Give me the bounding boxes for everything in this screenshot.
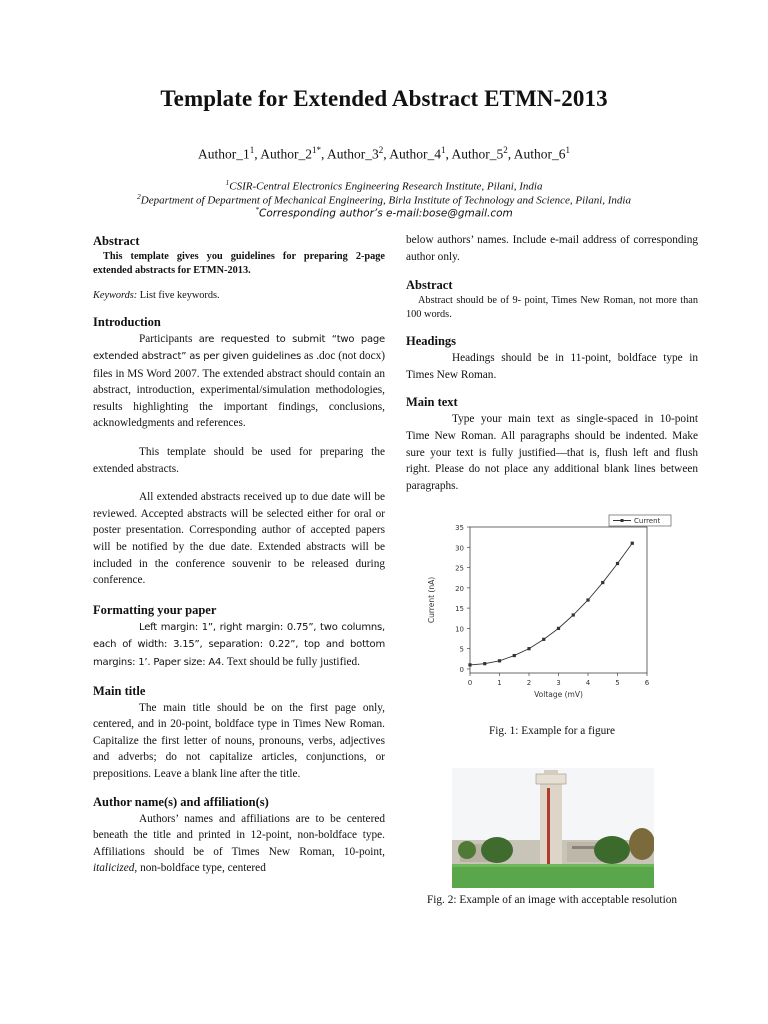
data-point xyxy=(586,598,589,601)
author-list: $Author\_1^1$, $Author\_2^{1*}$, $Author\_3^2$, $Author\_4^1$, $Author\_5^2$, $Author\_6^1$ xyxy=(197,145,571,162)
data-point xyxy=(601,581,604,584)
headings-heading: Headings xyxy=(406,334,457,349)
author-affiliation-heading: Author name(s) and affiliation(s) xyxy=(93,794,269,809)
figure-2-caption: Fig. 2: Example of an image with acceptable resolution xyxy=(426,894,678,906)
abstract-format-heading: Abstract xyxy=(406,278,453,293)
x-tick-label: 3 xyxy=(556,679,561,687)
y-axis-label: Current (nA) xyxy=(427,576,436,624)
corresponding-email: *Corresponding author’s e-mail:bose@gmail.com xyxy=(255,205,513,220)
y-tick-label: 15 xyxy=(455,605,464,614)
figure-1 xyxy=(406,503,686,708)
intro-paragraph-1: Participants are requested to submit “two page extended abstract” as per given guidelines as .doc (not docx) files in MS Word 2007. The extended abstract should contain an abstract, introduction, experimental/simulation methodologies, results highlighting the important findings, conclusions, acknowledgments and references. xyxy=(93,332,386,430)
clock-tower-image xyxy=(452,768,654,888)
data-point xyxy=(468,663,471,666)
tree xyxy=(629,828,654,860)
tree xyxy=(594,836,630,864)
data-point xyxy=(557,627,560,630)
data-point xyxy=(498,659,501,662)
legend-label: Current xyxy=(634,517,661,525)
headings-text: Headings should be in 11-point, boldface type in Times New Roman. xyxy=(406,352,698,381)
tree xyxy=(481,837,513,863)
abstract-heading: Abstract xyxy=(93,234,140,248)
data-point xyxy=(631,542,634,545)
tower-top xyxy=(536,774,566,784)
main-text-heading: Main text xyxy=(406,395,458,410)
formatting-paragraph: Left margin: 1”, right margin: 0.75”, two columns, each of width: 3.15”, separation: 0.22”, top and bottom margins: 1’. Paper size: A4. Text should be fully justified. xyxy=(93,621,385,668)
introduction-heading: Introduction xyxy=(93,314,161,329)
y-tick-label: 5 xyxy=(459,645,464,654)
author-name: Author_1 xyxy=(197,146,250,162)
y-tick-label: 10 xyxy=(455,625,464,634)
x-tick-label: 2 xyxy=(526,679,532,687)
figure-1-caption: Fig. 1: Example for a figure xyxy=(488,725,616,737)
author-sup: 1 xyxy=(441,145,446,155)
author-sup: 1 xyxy=(249,145,255,155)
keywords-line: Keywords: List five keywords. xyxy=(93,290,220,301)
x-tick-label: 1 xyxy=(497,679,502,687)
main-title-heading: Main title xyxy=(93,683,146,698)
affiliation-1: $^1$CSIR-Central Electronics Engineering Research Institute, Pilani, India xyxy=(225,178,543,193)
y-tick-label: 20 xyxy=(455,584,464,593)
intro-paragraph-2: This template should be used for preparing the extended abstracts. xyxy=(93,446,385,475)
y-tick-label: 30 xyxy=(455,544,464,553)
tower-shaft xyxy=(540,780,562,866)
current-voltage-chart xyxy=(406,503,686,708)
paper-title: Template for Extended Abstract ETMN-2013 xyxy=(160,86,608,111)
data-point xyxy=(616,562,619,565)
author-name: Author_5 xyxy=(451,146,504,162)
x-tick-label: 4 xyxy=(585,679,591,687)
y-tick-label: 25 xyxy=(455,564,464,573)
author-sup: 2 xyxy=(503,145,508,155)
author-name: Author_4 xyxy=(389,146,441,162)
main-title-paragraph: The main title should be on the first page only, centered, and in 20-point, boldface type in Times New Roman. Capitalize the first letter of nouns, pronouns, verbs, adjectives and adverbs; do not capitalize articles, conjunctions, or prepositions. Leave a blank line after the title. xyxy=(93,701,385,780)
author-name: Author_3 xyxy=(326,146,379,162)
tower-stripe xyxy=(547,788,550,866)
x-tick-label: 6 xyxy=(644,679,650,687)
grass-lawn xyxy=(452,864,654,888)
intro-paragraph-3: All extended abstracts received up to due date will be reviewed. Accepted abstracts will be selected either for oral or poster presentation. Corresponding author of accepted papers will be notified by the due date. Extended abstracts will be included in the conference souvenir to be released during conference. xyxy=(93,491,385,587)
legend-marker xyxy=(621,519,624,522)
data-point xyxy=(513,654,516,657)
main-text-paragraph: Type your main text as single-spaced in 10-point Time New Roman. All paragraphs should be indented. Make sure your text is fully justified—that is, flush left and flush right. Please do not place any additional blank lines between paragraphs. xyxy=(406,413,698,492)
y-tick-label: 35 xyxy=(455,524,464,532)
figure-2-photo xyxy=(452,768,654,888)
author-name: Author_6 xyxy=(513,146,566,162)
right-column xyxy=(406,232,698,494)
affiliation-2: $^2$Department of Department of Mechanical Engineering, Birla Institute of Technology and Science, Pilani, India xyxy=(137,192,631,207)
data-point xyxy=(527,647,530,650)
author-affiliation-paragraph: Authors’ names and affiliations are to be centered beneath the title and printed in 12-point, non-boldface type. Affiliations should be of Times New Roman, 10-point, italicized, non-boldface type, centered xyxy=(93,812,385,875)
y-tick-label: 0 xyxy=(459,665,464,674)
continued-text: below authors’ names. Include e-mail address of corresponding author only. xyxy=(406,234,698,263)
data-point xyxy=(542,638,545,641)
tree xyxy=(458,841,476,859)
author-sup: 1* xyxy=(311,145,321,155)
plot-frame xyxy=(470,527,647,673)
abstract-text: This template gives you guidelines for preparing 2-page extended abstracts for ETMN-2013. xyxy=(93,251,385,276)
tower-cap xyxy=(544,770,558,775)
x-axis-label: Voltage (mV) xyxy=(534,690,583,699)
data-point xyxy=(572,613,575,616)
x-tick-label: 0 xyxy=(467,679,473,687)
author-sup: 1 xyxy=(565,145,571,155)
author-name: Author_2 xyxy=(260,146,312,162)
x-tick-label: 5 xyxy=(615,679,620,687)
formatting-heading: Formatting your paper xyxy=(93,602,217,617)
series-line-current xyxy=(470,543,632,665)
lawn-edge xyxy=(452,864,654,867)
author-sup: 2 xyxy=(378,145,384,155)
data-point xyxy=(483,662,486,665)
abstract-format-text: Abstract should be of 9- point, Times New Roman, not more than 100 words. xyxy=(406,295,698,320)
left-column xyxy=(93,232,385,877)
